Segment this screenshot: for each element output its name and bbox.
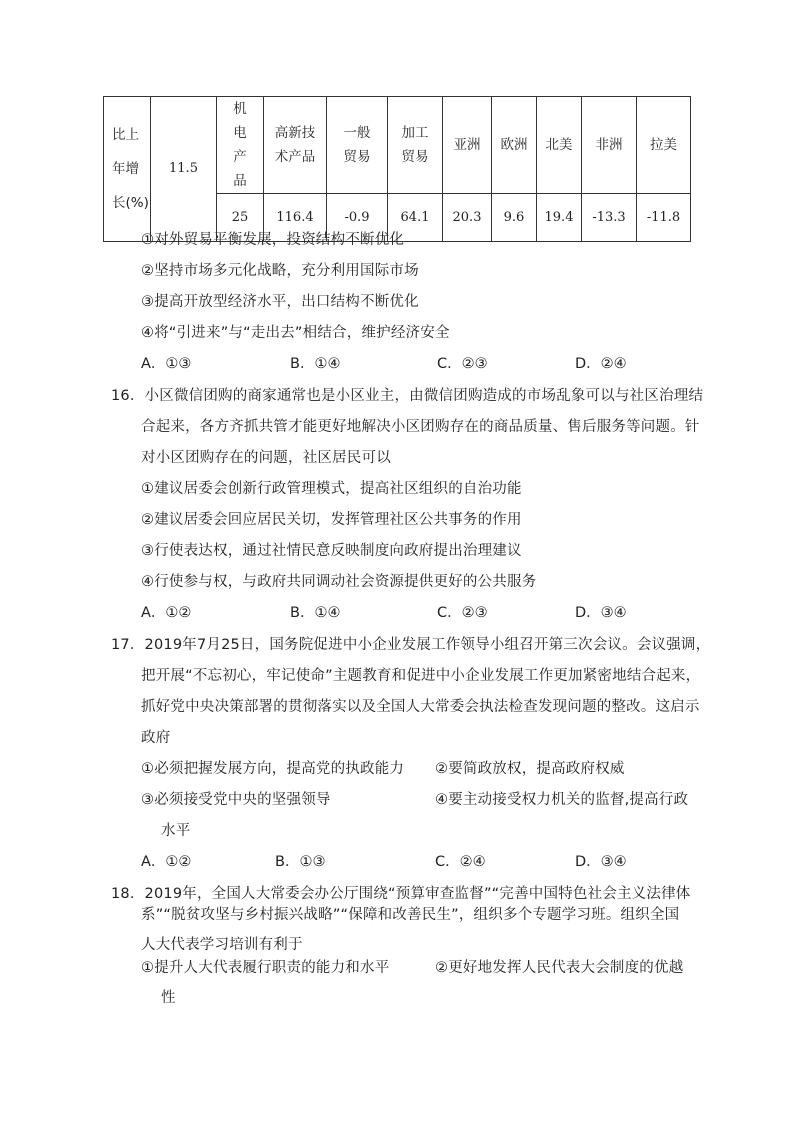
header-cell bbox=[388, 97, 443, 194]
value-text: 9.6 bbox=[503, 209, 525, 225]
q18-stem-line-1: 18．2019年，全国人大常委会办公厅围绕“预算审查监督”“完善中国特色社会主义法律体 bbox=[111, 886, 691, 902]
q18-statement-1: ①提升人大代表履行职责的能力和水平 bbox=[141, 960, 390, 976]
header-cell bbox=[537, 97, 582, 194]
q16-statement-4: ④行使参与权，与政府共同调动社会资源提供更好的公共服务 bbox=[141, 574, 537, 590]
q16-statement-3: ③行使表达权，通过社情民意反映制度向政府提出治理建议 bbox=[141, 543, 522, 559]
header-label: 亚洲 bbox=[453, 137, 481, 153]
q16-option-a[interactable]: A．①② bbox=[141, 605, 192, 621]
q16-stem-line-2: 合起来，各方齐抓共管才能更好地解决小区团购存在的商品质量、售后服务等问题。针 bbox=[141, 419, 700, 435]
header-cell bbox=[264, 97, 327, 194]
header-label: 拉美 bbox=[650, 137, 677, 153]
q16-option-d[interactable]: D．③④ bbox=[575, 605, 627, 621]
header-cell bbox=[443, 97, 492, 194]
q15-option-a[interactable]: A．①③ bbox=[141, 356, 192, 372]
header-label: 加工贸易 bbox=[401, 125, 429, 165]
q15-option-d[interactable]: D．②④ bbox=[575, 356, 627, 372]
q15-statement-4: ④将“引进来”与“走出去”相结合，维护经济安全 bbox=[141, 325, 450, 341]
value-cell bbox=[443, 194, 492, 242]
value-text: -11.8 bbox=[646, 209, 681, 225]
row-label-cell bbox=[104, 97, 151, 242]
q17-statement-2: ②要简政放权，提高政府权威 bbox=[435, 761, 625, 777]
q16-statement-1: ①建议居委会创新行政管理模式，提高社区组织的自治功能 bbox=[141, 481, 522, 497]
header-cell bbox=[327, 97, 388, 194]
value-text: 20.3 bbox=[452, 209, 482, 225]
header-label: 北美 bbox=[545, 137, 573, 153]
header-cell bbox=[217, 97, 264, 194]
value-cell bbox=[637, 194, 691, 242]
header-label: 高新技术产品 bbox=[274, 125, 316, 165]
q17-option-b[interactable]: B．①③ bbox=[275, 854, 326, 870]
value-text: -0.9 bbox=[344, 209, 370, 225]
q18-stem-line-3: 人大代表学习培训有利于 bbox=[141, 937, 303, 953]
header-label: 欧洲 bbox=[500, 137, 528, 153]
value-text: -13.3 bbox=[592, 209, 626, 225]
value-text: 25 bbox=[231, 209, 249, 225]
q15-statement-1: ①对外贸易平衡发展，投资结构不断优化 bbox=[141, 232, 405, 248]
q15-statement-2: ②坚持市场多元化战略，充分利用国际市场 bbox=[141, 263, 419, 279]
q17-stem-line-2: 把开展“不忘初心，牢记使命”主题教育和促进中小企业发展工作更加紧密地结合起来， bbox=[141, 668, 701, 684]
q17-stem-line-4: 政府 bbox=[141, 730, 171, 746]
q17-stem-line-1: 17．2019年7月25日，国务院促进中小企业发展工作领导小组召开第三次会议。会议强调， bbox=[111, 637, 711, 653]
header-label: 一般贸易 bbox=[343, 125, 371, 165]
q17-option-d[interactable]: D．③④ bbox=[575, 854, 627, 870]
q16-stem-line-3: 对小区团购存在的问题，社区居民可以 bbox=[141, 450, 391, 466]
value-text: 116.4 bbox=[276, 209, 314, 225]
value-cell bbox=[582, 194, 637, 242]
value-text: 64.1 bbox=[400, 209, 430, 225]
q15-option-c[interactable]: C．②③ bbox=[437, 356, 488, 372]
value-cell bbox=[492, 194, 537, 242]
row-label: 比上年增长(%) bbox=[112, 127, 149, 211]
q18-stem-line-2: 系”“脱贫攻坚与乡村振兴战略”“保障和改善民生”，组织多个专题学习班。组织全国 bbox=[141, 907, 680, 923]
total-growth-cell bbox=[151, 97, 217, 242]
value-cell bbox=[537, 194, 582, 242]
header-label: 非洲 bbox=[595, 137, 623, 153]
q16-stem-line-1: 16．小区微信团购的商家通常也是小区业主，由微信团购造成的市场乱象可以与社区治理结 bbox=[111, 388, 704, 404]
value-text: 19.4 bbox=[544, 209, 574, 225]
q17-stem-line-3: 抓好党中央决策部署的贯彻落实以及全国人大常委会执法检查发现问题的整改。这启示 bbox=[141, 699, 700, 715]
q15-option-b[interactable]: B．①④ bbox=[290, 356, 341, 372]
q17-statement-4-cont: 水平 bbox=[161, 823, 191, 839]
q17-statement-1: ①必须把握发展方向，提高党的执政能力 bbox=[141, 761, 405, 777]
header-cell bbox=[637, 97, 691, 194]
q17-option-c[interactable]: C．②④ bbox=[435, 854, 486, 870]
q16-option-c[interactable]: C．②③ bbox=[437, 605, 488, 621]
trade-growth-table bbox=[103, 96, 691, 242]
q15-statement-3: ③提高开放型经济水平，出口结构不断优化 bbox=[141, 294, 419, 310]
header-cell bbox=[492, 97, 537, 194]
header-label: 机电产品 bbox=[233, 101, 247, 189]
q18-statement-2-cont: 性 bbox=[161, 990, 176, 1006]
header-cell bbox=[582, 97, 637, 194]
q17-statement-4: ④要主动接受权力机关的监督,提高行政 bbox=[435, 792, 689, 808]
total-growth-value: 11.5 bbox=[169, 161, 198, 176]
q16-option-b[interactable]: B．①④ bbox=[290, 605, 341, 621]
q17-statement-3: ③必须接受党中央的坚强领导 bbox=[141, 792, 331, 808]
q17-option-a[interactable]: A．①② bbox=[141, 854, 192, 870]
q18-statement-2: ②更好地发挥人民代表大会制度的优越 bbox=[435, 960, 684, 976]
q16-statement-2: ②建议居委会回应居民关切，发挥管理社区公共事务的作用 bbox=[141, 512, 522, 528]
